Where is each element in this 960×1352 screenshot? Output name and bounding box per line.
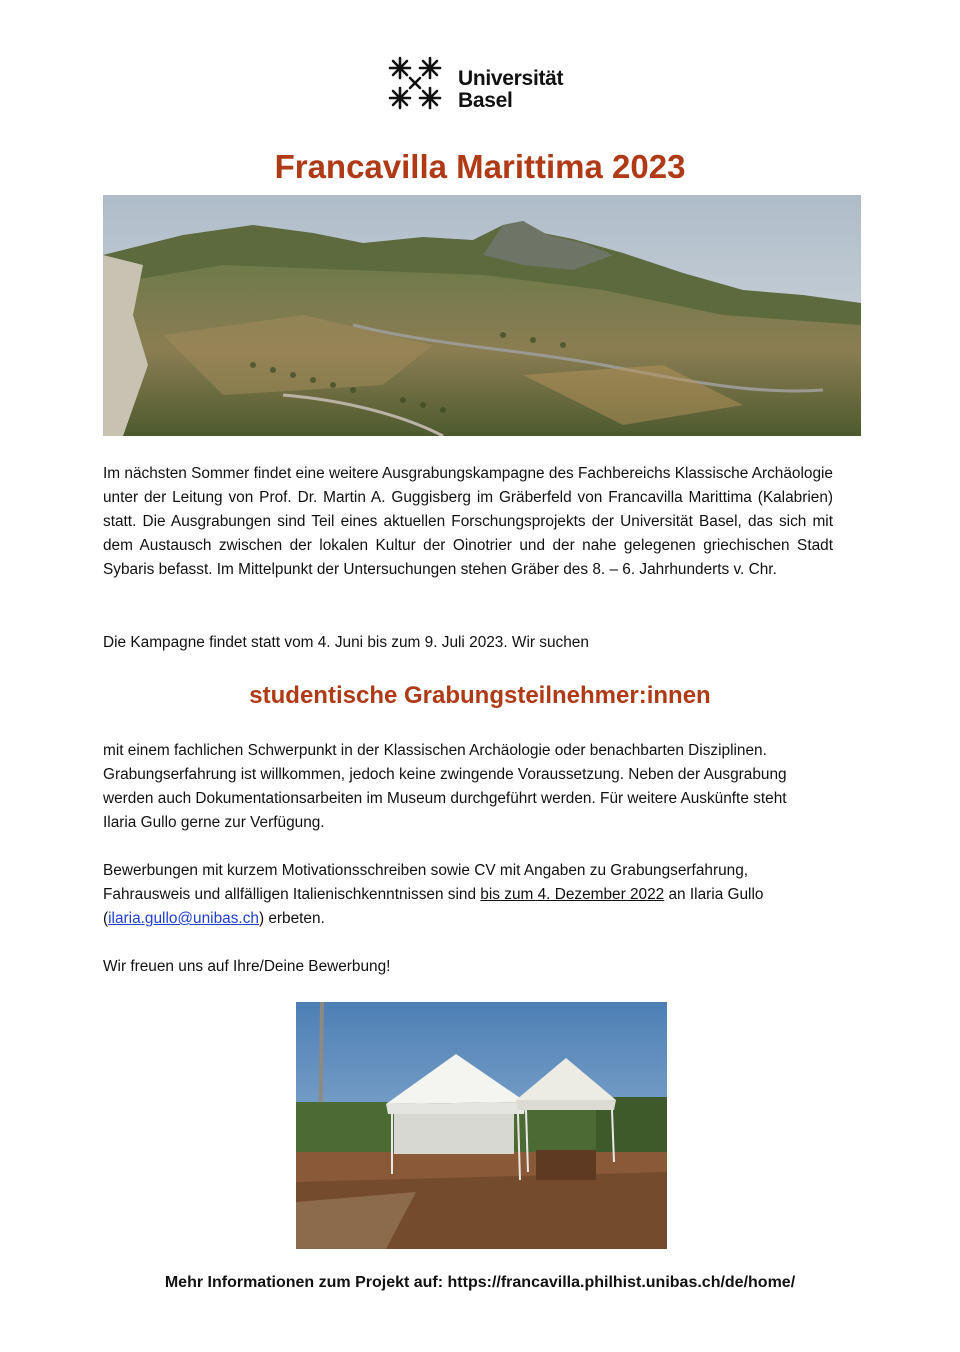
footer-project-info: Mehr Informationen zum Projekt auf: https://francavilla.philhist.unibas.ch/de/home/ xyxy=(164,1274,796,1291)
logo-line-2: Basel xyxy=(458,89,513,112)
logo-wordmark xyxy=(458,68,563,112)
position-subtitle: studentische Grabungsteilnehmer:innen xyxy=(249,682,711,709)
logo-line-1: Universität xyxy=(458,67,564,90)
intro-paragraph: Im nächsten Sommer findet eine weitere Ausgrabungskampagne des Fachbereichs Klassische Archäologie unter der Leitung von Prof. Dr. Martin A. Guggisberg im Gräberfeld von Francavilla Marittima (Kalabrien) statt. Die Ausgrabungen sind Teil eines aktuellen Forschungsprojekts der Universität Basel, das sich mit dem Austausch zwischen der lokalen Kultur der Oinotrier und der nahe gelegenen griechischen Stadt Sybaris befasst. Im Mittelpunkt der Untersuchungen stehen Gräber des 8. – 6. Jahrhunderts v. Chr. xyxy=(103,465,833,578)
university-logo xyxy=(384,52,584,118)
application-deadline: bis zum 4. Dezember 2022 xyxy=(480,886,665,903)
excavation-tents-photo xyxy=(296,1002,667,1249)
application-text-2: an Ilaria Gullo ( xyxy=(103,886,764,927)
email-link[interactable]: ilaria.gullo@unibas.ch xyxy=(108,910,259,927)
requirements-paragraph: mit einem fachlichen Schwerpunkt in der Klassischen Archäologie oder benachbarten Disziplinen. Grabungserfahrung ist willkommen, jedoch keine zwingende Voraussetzung. Neben der Ausgrabung werden auch Dokumentationsarbeiten im Museum durchgeführt werden. Für weitere Auskünfte steht Ilaria Gullo gerne zur Verfügung. xyxy=(103,742,787,831)
page-title: Francavilla Marittima 2023 xyxy=(274,148,686,185)
application-text-1: Bewerbungen mit kurzem Motivationsschreiben sowie CV mit Angaben zu Grabungserfahrung, Fahrausweis und allfälligen Italienischkenntnissen sind xyxy=(103,862,749,903)
application-text-3: ) erbeten. xyxy=(258,910,325,927)
landscape-photo xyxy=(103,195,861,436)
closing-paragraph: Wir freuen uns auf Ihre/Deine Bewerbung! xyxy=(103,958,391,975)
dates-paragraph: Die Kampagne findet statt vom 4. Juni bis zum 9. Juli 2023. Wir suchen xyxy=(103,634,589,651)
unibas-star-icon xyxy=(384,52,446,114)
application-paragraph xyxy=(103,859,803,931)
